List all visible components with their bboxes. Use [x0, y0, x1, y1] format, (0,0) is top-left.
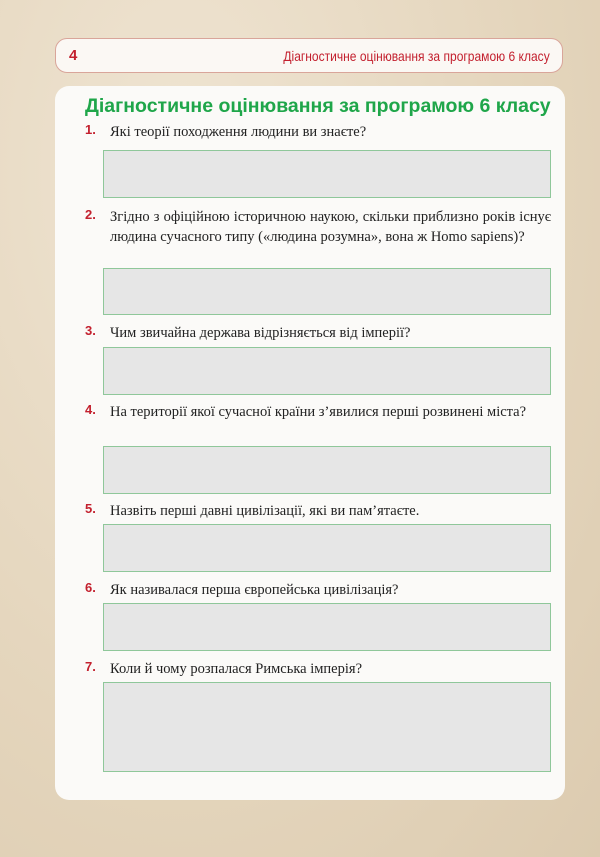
- question-2: [85, 207, 551, 247]
- question-number: 5.: [85, 501, 96, 516]
- question-1: [85, 122, 551, 142]
- question-text: Чим звичайна держава відрізняється від імперії?: [110, 325, 411, 341]
- question-number: 2.: [85, 207, 96, 222]
- answer-box-4[interactable]: [103, 446, 551, 494]
- question-text: На території якої сучасної країни з’явилися перші розвинені міста?: [110, 404, 527, 420]
- question-text: Які теорії походження людини ви знаєте?: [110, 124, 367, 140]
- question-text: Коли й чому розпалася Римська імперія?: [110, 661, 363, 677]
- question-4: [85, 402, 551, 422]
- answer-box-5[interactable]: [103, 524, 551, 572]
- question-6: [85, 580, 551, 600]
- question-number: 7.: [85, 659, 96, 674]
- question-3: [85, 323, 551, 343]
- question-number: 3.: [85, 323, 96, 338]
- question-number: 4.: [85, 402, 96, 417]
- answer-box-2[interactable]: [103, 268, 551, 315]
- answer-box-6[interactable]: [103, 603, 551, 651]
- answer-box-7[interactable]: [103, 682, 551, 772]
- page-title: Діагностичне оцінювання за програмою 6 класу: [85, 95, 551, 117]
- question-5: [85, 501, 551, 521]
- running-title: Діагностичне оцінювання за програмою 6 класу: [283, 48, 550, 64]
- question-number: 6.: [85, 580, 96, 595]
- answer-box-1[interactable]: [103, 150, 551, 198]
- page-number: 4: [69, 47, 78, 64]
- question-7: [85, 659, 551, 679]
- question-number: 1.: [85, 122, 96, 137]
- page-header: [55, 38, 563, 73]
- worksheet-card: [55, 86, 565, 800]
- question-text: Як називалася перша європейська цивілізація?: [110, 582, 399, 598]
- question-text: Назвіть перші давні цивілізації, які ви пам’ятаєте.: [110, 503, 420, 519]
- answer-box-3[interactable]: [103, 347, 551, 395]
- question-text: Згідно з офіційною історичною наукою, скільки приблизно років існує людина сучасного типу («людина розумна», вона ж Homo sapiens)?: [110, 209, 551, 245]
